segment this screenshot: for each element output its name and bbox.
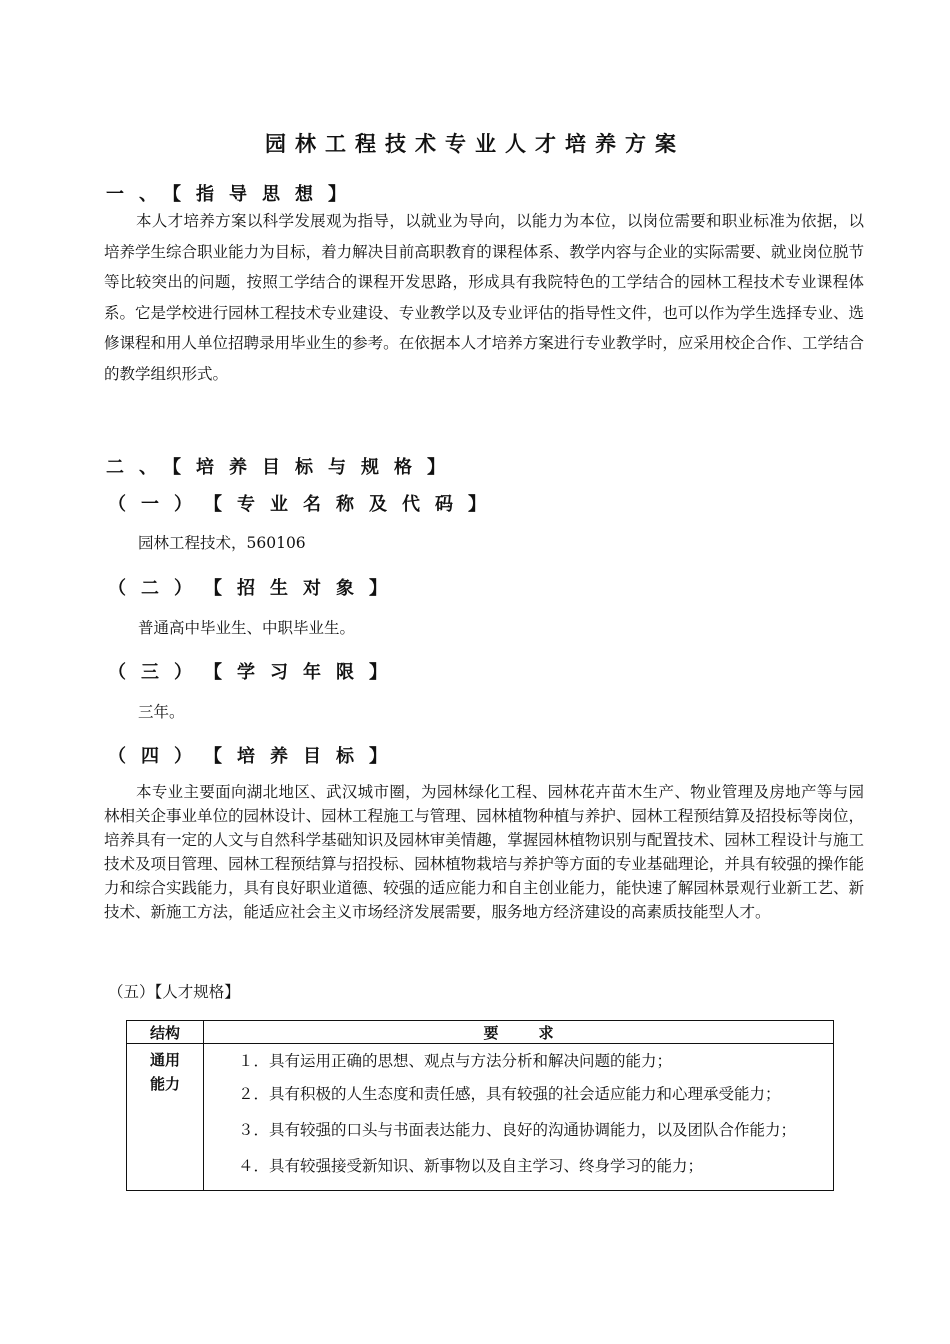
document-title: 园林工程技术专业人才培养方案 [265, 132, 685, 156]
subsection-label: 【学习年限】 [204, 662, 402, 683]
subsection-heading-duration [108, 658, 402, 684]
structure-cell [127, 1044, 204, 1191]
requirement-item: ３．具有较强的口头与书面表达能力、良好的沟通协调能力，以及团队合作能力； [238, 1121, 797, 1139]
subsection-number: （三） [108, 662, 207, 683]
subsection-heading-talent-spec: （五）【人才规格】 [108, 983, 240, 1001]
major-name-content: 园林工程技术，560106 [138, 534, 306, 552]
subsection-heading-major-name [108, 490, 501, 516]
subsection-number: （二） [108, 578, 207, 599]
table-header-row [127, 1021, 834, 1044]
section-heading-training-goals: 二、【培养目标与规格】 [106, 457, 460, 478]
subsection-label: 【培养目标】 [204, 746, 402, 767]
subsection-heading-training-objective [108, 742, 402, 768]
structure-label-line1: 通用 [149, 1051, 180, 1069]
subsection-number: （四） [108, 746, 207, 767]
subsection-label: 【招生对象】 [204, 578, 402, 599]
requirement-item: ４．具有较强接受新知识、新事物以及自主学习、终身学习的能力； [238, 1157, 704, 1175]
section-heading-guiding-ideology: 一、【指导思想】 [106, 184, 361, 205]
requirement-item: １．具有运用正确的思想、观点与方法分析和解决问题的能力； [238, 1052, 673, 1070]
subsection-heading-enrollment [108, 574, 402, 600]
talent-spec-table [126, 1020, 834, 1191]
guiding-ideology-paragraph: 本人才培养方案以科学发展观为指导，以就业为导向，以能力为本位，以岗位需要和职业标准为依据，以培养学生综合职业能力为目标，着力解决目前高职教育的课程体系、教学内容与企业的实际需要、就业岗位脱节等比较突出的问题，按照工学结合的课程开发思路，形成具有我院特色的工学结合的园林工程技术专业课程体系。它是学校进行园林工程技术专业建设、专业教学以及专业评估的指导性文件，也可以作为学生选择专业、选修课程和用人单位招聘录用毕业生的参考。在依据本人才培养方案进行专业教学时，应采用校企合作、工学结合的教学组织形式。 [104, 212, 864, 383]
subsection-number: （一） [108, 494, 207, 515]
subsection-label: 【专业名称及代码】 [204, 494, 501, 515]
duration-content: 三年。 [138, 703, 185, 721]
requirement-item: ２．具有积极的人生态度和责任感，具有较强的社会适应能力和心理承受能力； [238, 1085, 781, 1103]
structure-label-line2: 能力 [149, 1075, 180, 1093]
column-header-requirements: 要求 [204, 1021, 834, 1044]
training-objective-paragraph: 本专业主要面向湖北地区、武汉城市圈，为园林绿化工程、园林花卉苗木生产、物业管理及房地产等与园林相关企事业单位的园林设计、园林工程施工与管理、园林植物种植与养护、园林工程预结算及招投标等岗位，培养具有一定的人文与自然科学基础知识及园林审美情趣，掌握园林植物识别与配置技术、园林工程设计与施工技术及项目管理、园林工程预结算与招投标、园林植物栽培与养护等方面的专业基础理论，并具有较强的操作能力和综合实践能力，具有良好职业道德、较强的适应能力和自主创业能力，能快速了解园林景观行业新工艺、新技术、新施工方法，能适应社会主义市场经济发展需要，服务地方经济建设的高素质技能型人才。 [104, 783, 864, 921]
enrollment-content: 普通高中毕业生、中职毕业生。 [138, 619, 356, 637]
table-row [127, 1044, 834, 1191]
column-header-structure: 结构 [127, 1021, 204, 1044]
requirements-cell [204, 1044, 834, 1191]
